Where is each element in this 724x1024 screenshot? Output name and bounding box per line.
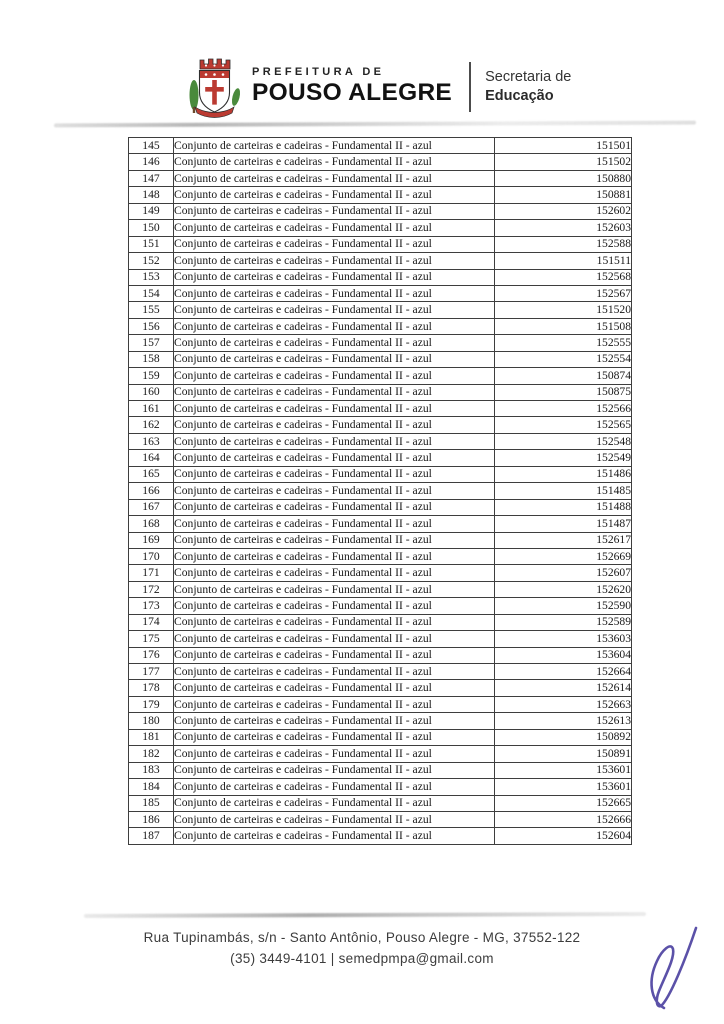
patrimony-code: 153601 [495,762,632,778]
patrimony-code: 152664 [495,664,632,680]
secretariat-label [485,68,571,106]
patrimony-code: 153604 [495,647,632,663]
row-number: 154 [129,285,174,301]
patrimony-code: 150880 [495,170,632,186]
table-row [129,203,632,219]
row-number: 163 [129,433,174,449]
row-number: 148 [129,187,174,203]
row-number: 166 [129,483,174,499]
table-row [129,417,632,433]
patrimony-code: 152613 [495,713,632,729]
item-description: Conjunto de carteiras e cadeiras - Fundamental II - azul [174,236,495,252]
item-description: Conjunto de carteiras e cadeiras - Fundamental II - azul [174,335,495,351]
patrimony-code: 151501 [495,138,632,154]
patrimony-code: 152602 [495,203,632,219]
patrimony-code: 150875 [495,384,632,400]
item-description: Conjunto de carteiras e cadeiras - Fundamental II - azul [174,285,495,301]
table-row [129,351,632,367]
item-description: Conjunto de carteiras e cadeiras - Fundamental II - azul [174,269,495,285]
item-description: Conjunto de carteiras e cadeiras - Fundamental II - azul [174,417,495,433]
table-row [129,565,632,581]
row-number: 178 [129,680,174,696]
patrimony-code: 152663 [495,696,632,712]
table-row [129,713,632,729]
table-row [129,680,632,696]
row-number: 180 [129,713,174,729]
patrimony-code: 150891 [495,746,632,762]
item-description: Conjunto de carteiras e cadeiras - Fundamental II - azul [174,187,495,203]
item-description: Conjunto de carteiras e cadeiras - Fundamental II - azul [174,203,495,219]
row-number: 175 [129,631,174,647]
coat-of-arms-icon [186,55,243,118]
table-row [129,762,632,778]
row-number: 187 [129,828,174,844]
row-number: 149 [129,203,174,219]
patrimony-code: 152614 [495,680,632,696]
item-description: Conjunto de carteiras e cadeiras - Fundamental II - azul [174,253,495,269]
patrimony-code: 152568 [495,269,632,285]
item-description: Conjunto de carteiras e cadeiras - Fundamental II - azul [174,779,495,795]
item-description: Conjunto de carteiras e cadeiras - Fundamental II - azul [174,499,495,515]
row-number: 155 [129,302,174,318]
table-row [129,401,632,417]
patrimony-code: 152666 [495,811,632,827]
row-number: 171 [129,565,174,581]
patrimony-code: 151502 [495,154,632,170]
row-number: 174 [129,614,174,630]
table-row [129,532,632,548]
patrimony-code: 151488 [495,499,632,515]
table-row [129,598,632,614]
row-number: 177 [129,664,174,680]
item-description: Conjunto de carteiras e cadeiras - Fundamental II - azul [174,401,495,417]
footer-contact: (35) 3449-4101 | semedpmpa@gmail.com [230,950,494,966]
row-number: 168 [129,516,174,532]
patrimony-code: 151508 [495,318,632,334]
patrimony-code: 151511 [495,253,632,269]
patrimony-code: 151520 [495,302,632,318]
row-number: 164 [129,450,174,466]
table-row [129,220,632,236]
row-number: 151 [129,236,174,252]
item-description: Conjunto de carteiras e cadeiras - Fundamental II - azul [174,351,495,367]
item-description: Conjunto de carteiras e cadeiras - Fundamental II - azul [174,614,495,630]
patrimony-code: 152617 [495,532,632,548]
row-number: 165 [129,466,174,482]
item-description: Conjunto de carteiras e cadeiras - Fundamental II - azul [174,664,495,680]
patrimony-code: 152555 [495,335,632,351]
table-row [129,828,632,844]
item-description: Conjunto de carteiras e cadeiras - Fundamental II - azul [174,581,495,597]
item-description: Conjunto de carteiras e cadeiras - Fundamental II - azul [174,746,495,762]
item-description: Conjunto de carteiras e cadeiras - Fundamental II - azul [174,795,495,811]
item-description: Conjunto de carteiras e cadeiras - Fundamental II - azul [174,762,495,778]
patrimony-code: 151487 [495,516,632,532]
table-row [129,154,632,170]
item-description: Conjunto de carteiras e cadeiras - Fundamental II - azul [174,450,495,466]
scan-artifact-line-top [54,121,696,128]
patrimony-code: 150892 [495,729,632,745]
row-number: 152 [129,253,174,269]
item-description: Conjunto de carteiras e cadeiras - Fundamental II - azul [174,220,495,236]
patrimony-code: 152554 [495,351,632,367]
patrimony-code: 153601 [495,779,632,795]
patrimony-code: 152665 [495,795,632,811]
patrimony-code: 152567 [495,285,632,301]
row-number: 169 [129,532,174,548]
table-row [129,285,632,301]
table-row [129,335,632,351]
row-number: 186 [129,811,174,827]
row-number: 146 [129,154,174,170]
inventory-table-body [129,138,632,845]
patrimony-code: 152588 [495,236,632,252]
table-row [129,696,632,712]
row-number: 157 [129,335,174,351]
item-description: Conjunto de carteiras e cadeiras - Fundamental II - azul [174,318,495,334]
table-row [129,368,632,384]
item-description: Conjunto de carteiras e cadeiras - Fundamental II - azul [174,466,495,482]
patrimony-code: 151485 [495,483,632,499]
row-number: 158 [129,351,174,367]
item-description: Conjunto de carteiras e cadeiras - Fundamental II - azul [174,170,495,186]
patrimony-code: 152590 [495,598,632,614]
secretariat-line2: Educação [485,87,554,104]
patrimony-code: 152604 [495,828,632,844]
patrimony-code: 151486 [495,466,632,482]
row-number: 153 [129,269,174,285]
item-description: Conjunto de carteiras e cadeiras - Fundamental II - azul [174,811,495,827]
item-description: Conjunto de carteiras e cadeiras - Fundamental II - azul [174,680,495,696]
prefeitura-label: PREFEITURA DE [252,66,385,78]
table-row [129,433,632,449]
row-number: 182 [129,746,174,762]
table-row [129,318,632,334]
patrimony-code: 152549 [495,450,632,466]
patrimony-code: 152620 [495,581,632,597]
table-row [129,138,632,154]
patrimony-code: 152669 [495,548,632,564]
table-row [129,384,632,400]
row-number: 150 [129,220,174,236]
item-description: Conjunto de carteiras e cadeiras - Fundamental II - azul [174,384,495,400]
item-description: Conjunto de carteiras e cadeiras - Fundamental II - azul [174,713,495,729]
table-row [129,779,632,795]
scan-artifact-line-bottom [84,912,646,918]
item-description: Conjunto de carteiras e cadeiras - Fundamental II - azul [174,696,495,712]
document-header [186,55,571,118]
table-row [129,450,632,466]
table-row [129,466,632,482]
row-number: 147 [129,170,174,186]
row-number: 161 [129,401,174,417]
row-number: 167 [129,499,174,515]
row-number: 159 [129,368,174,384]
city-name: POUSO ALEGRE [252,79,453,106]
table-row [129,499,632,515]
table-row [129,614,632,630]
item-description: Conjunto de carteiras e cadeiras - Fundamental II - azul [174,532,495,548]
item-description: Conjunto de carteiras e cadeiras - Fundamental II - azul [174,302,495,318]
pen-signature-icon [634,916,720,1018]
table-row [129,236,632,252]
row-number: 172 [129,581,174,597]
item-description: Conjunto de carteiras e cadeiras - Fundamental II - azul [174,828,495,844]
patrimony-code: 152565 [495,417,632,433]
item-description: Conjunto de carteiras e cadeiras - Fundamental II - azul [174,368,495,384]
item-description: Conjunto de carteiras e cadeiras - Fundamental II - azul [174,154,495,170]
row-number: 160 [129,384,174,400]
table-row [129,302,632,318]
patrimony-code: 150874 [495,368,632,384]
item-description: Conjunto de carteiras e cadeiras - Fundamental II - azul [174,433,495,449]
inventory-table [128,137,632,845]
patrimony-code: 152548 [495,433,632,449]
patrimony-code: 152566 [495,401,632,417]
item-description: Conjunto de carteiras e cadeiras - Fundamental II - azul [174,598,495,614]
item-description: Conjunto de carteiras e cadeiras - Fundamental II - azul [174,516,495,532]
table-row [129,729,632,745]
row-number: 176 [129,647,174,663]
row-number: 181 [129,729,174,745]
patrimony-code: 152603 [495,220,632,236]
table-row [129,631,632,647]
row-number: 162 [129,417,174,433]
row-number: 179 [129,696,174,712]
brand-wordmark [252,66,452,107]
table-row [129,170,632,186]
table-row [129,253,632,269]
header-divider [469,62,471,112]
item-description: Conjunto de carteiras e cadeiras - Fundamental II - azul [174,548,495,564]
item-description: Conjunto de carteiras e cadeiras - Fundamental II - azul [174,647,495,663]
item-description: Conjunto de carteiras e cadeiras - Fundamental II - azul [174,729,495,745]
patrimony-code: 152607 [495,565,632,581]
secretariat-line1: Secretaria de [485,68,572,85]
table-row [129,483,632,499]
table-row [129,269,632,285]
patrimony-code: 152589 [495,614,632,630]
patrimony-code: 150881 [495,187,632,203]
item-description: Conjunto de carteiras e cadeiras - Fundamental II - azul [174,138,495,154]
row-number: 170 [129,548,174,564]
table-row [129,795,632,811]
table-row [129,647,632,663]
patrimony-code: 153603 [495,631,632,647]
row-number: 173 [129,598,174,614]
row-number: 156 [129,318,174,334]
item-description: Conjunto de carteiras e cadeiras - Fundamental II - azul [174,631,495,647]
item-description: Conjunto de carteiras e cadeiras - Fundamental II - azul [174,565,495,581]
row-number: 183 [129,762,174,778]
footer-address: Rua Tupinambás, s/n - Santo Antônio, Pouso Alegre - MG, 37552-122 [143,930,581,945]
row-number: 184 [129,779,174,795]
row-number: 185 [129,795,174,811]
table-row [129,664,632,680]
table-row [129,811,632,827]
table-row [129,746,632,762]
item-description: Conjunto de carteiras e cadeiras - Fundamental II - azul [174,483,495,499]
table-row [129,516,632,532]
table-row [129,581,632,597]
table-row [129,548,632,564]
table-row [129,187,632,203]
document-footer [0,928,724,970]
row-number: 145 [129,138,174,154]
